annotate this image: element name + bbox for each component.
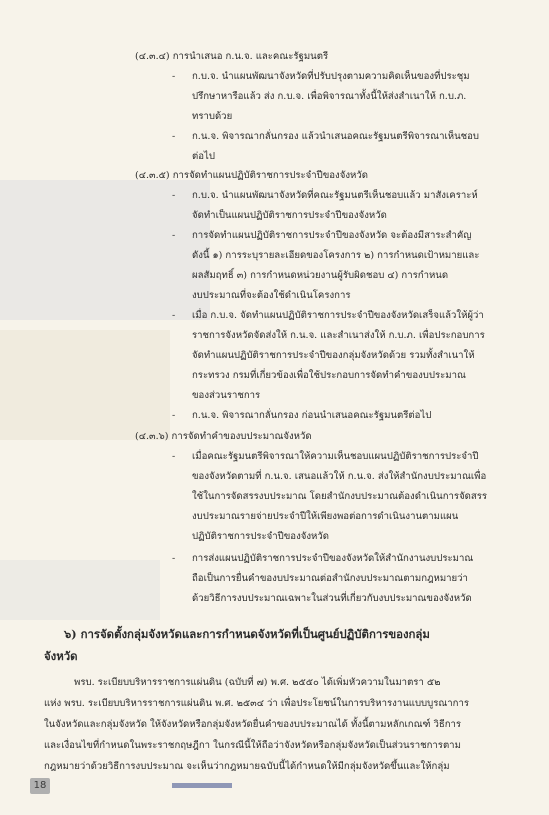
bullet-line: ก.บ.จ. นำแผนพัฒนาจังหวัดที่คณะรัฐมนตรีเห็นชอบแล้ว มาสังเคราะห์ [192,190,478,201]
paragraph-line: ในจังหวัดและกลุ่มจังหวัด ให้จังหวัดหรือกลุ่มจังหวัดยื่นคำของบประมาณได้ ทั้งนี้ตามหลักเกณฑ์ วิธีการ [44,719,462,730]
subsection-heading: (๔.๓.๕) การจัดทำแผนปฏิบัติราชการประจำปีของจังหวัด [135,170,368,181]
bullet-line: ราชการจังหวัดจัดส่งให้ ก.น.จ. และสำเนาส่งให้ ก.บ.ภ. เพื่อประกอบการ [192,330,485,341]
bullet-line: ต่อไป [192,151,215,162]
page-number: 18 [30,778,50,794]
bullet-line: จัดทำแผนปฏิบัติราชการประจำปีของกลุ่มจังหวัดด้วย รวมทั้งสำเนาให้ [192,350,475,361]
bullet-line: ของจังหวัดตามที่ ก.น.จ. เสนอแล้วให้ ก.น.จ. ส่งให้สำนักงบประมาณเพื่อ [192,471,487,482]
bullet-line: ก.น.จ. พิจารณากลั่นกรอง แล้วนำเสนอคณะรัฐมนตรีพิจารณาเห็นชอบ [192,131,479,142]
bullet-line: ใช้ในการจัดสรรงบประมาณ โดยสำนักงบประมาณต้องดำเนินการจัดสรร [192,491,488,502]
bullet-line: งบประมาณที่จะต้องใช้ดำเนินโครงการ [192,290,351,301]
dash-marker: - [172,131,176,142]
bullet-line: เมื่อคณะรัฐมนตรีพิจารณาให้ความเห็นชอบแผนปฏิบัติราชการประจำปี [192,451,479,462]
bleed-through-block [0,560,160,620]
subsection-heading: (๔.๓.๖) การจัดทำคำของบประมาณจังหวัด [135,431,312,442]
dash-marker: - [172,310,176,321]
bullet-line: ปฏิบัติราชการประจำปีของจังหวัด [192,531,329,542]
section-heading-continued: จังหวัด [44,649,78,663]
dash-marker: - [172,451,176,462]
dash-marker: - [172,230,176,241]
paragraph-line: พรบ. ระเบียบบริหารราชการแผ่นดิน (ฉบับที่ ๗) พ.ศ. ๒๕๕๐ ได้เพิ่มหัวความในมาตรา ๕๒ [74,677,441,688]
bullet-line: การส่งแผนปฏิบัติราชการประจำปีของจังหวัดให้สำนักงานงบประมาณ [192,553,474,564]
bullet-line: งบประมาณรายจ่ายประจำปีให้เพียงพอต่อการดำเนินงานตามแผน [192,511,459,522]
dash-marker: - [172,410,176,421]
bullet-line: ของส่วนราชการ [192,390,261,401]
bullet-line: ปรึกษาหารือแล้ว ส่ง ก.บ.จ. เพื่อพิจารณาทั้งนี้ให้ส่งสำเนาให้ ก.บ.ภ. [192,91,467,102]
dash-marker: - [172,190,176,201]
bullet-line: เมื่อ ก.บ.จ. จัดทำแผนปฏิบัติราชการประจำปีของจังหวัดเสร็จแล้วให้ผู้ว่า [192,310,484,321]
bullet-line: ก.บ.จ. นำแผนพัฒนาจังหวัดที่ปรับปรุงตามความคิดเห็นของที่ประชุม [192,71,470,82]
bullet-line: ทราบด้วย [192,111,233,122]
bullet-line: กระทรวง กรมที่เกี่ยวข้องเพื่อใช้ประกอบการจัดทำคำของบประมาณ [192,370,466,381]
dash-marker: - [172,553,176,564]
footer-logo-bar [172,783,232,788]
section-heading: ๖) การจัดตั้งกลุ่มจังหวัดและการกำหนดจังหวัดที่เป็นศูนย์ปฏิบัติการของกลุ่ม [64,627,430,641]
bullet-line: จัดทำเป็นแผนปฏิบัติราชการประจำปีของจังหวัด [192,210,387,221]
bleed-through-block [0,330,170,440]
paragraph-line: แห่ง พรบ. ระเบียบบริหารราชการแผ่นดิน พ.ศ. ๒๕๓๔ ว่า เพื่อประโยชน์ในการบริหารงานแบบบูรณาการ [44,698,470,709]
bullet-line: ก.น.จ. พิจารณากลั่นกรอง ก่อนนำเสนอคณะรัฐมนตรีต่อไป [192,410,432,421]
paragraph-line: และเงื่อนไขที่กำหนดในพระราชกฤษฎีกา ในกรณีนี้ให้ถือว่าจังหวัดหรือกลุ่มจังหวัดเป็นส่วนราชการตาม [44,740,461,751]
bullet-line: ดังนี้ ๑) การระบุรายละเอียดของโครงการ ๒) การกำหนดเป้าหมายและ [192,250,480,261]
dash-marker: - [172,71,176,82]
paragraph-line: กฎหมายว่าด้วยวิธีการงบประมาณ จะเห็นว่ากฎหมายฉบับนี้ได้กำหนดให้มีกลุ่มจังหวัดขึ้นและให้กลุ่ม [44,761,450,772]
bullet-line: การจัดทำแผนปฏิบัติราชการประจำปีของจังหวัด จะต้องมีสาระสำคัญ [192,230,472,241]
subsection-heading: (๔.๓.๔) การนำเสนอ ก.น.จ. และคณะรัฐมนตรี [135,51,329,62]
bullet-line: ด้วยวิธีการงบประมาณเฉพาะในส่วนที่เกี่ยวกับงบประมาณของจังหวัด [192,593,472,604]
bullet-line: ถือเป็นการยื่นคำของบประมาณต่อสำนักงบประมาณตามกฎหมายว่า [192,573,468,584]
bullet-line: ผลสัมฤทธิ์ ๓) การกำหนดหน่วยงานผู้รับผิดชอบ ๔) การกำหนด [192,270,449,281]
bleed-through-block [0,180,210,320]
